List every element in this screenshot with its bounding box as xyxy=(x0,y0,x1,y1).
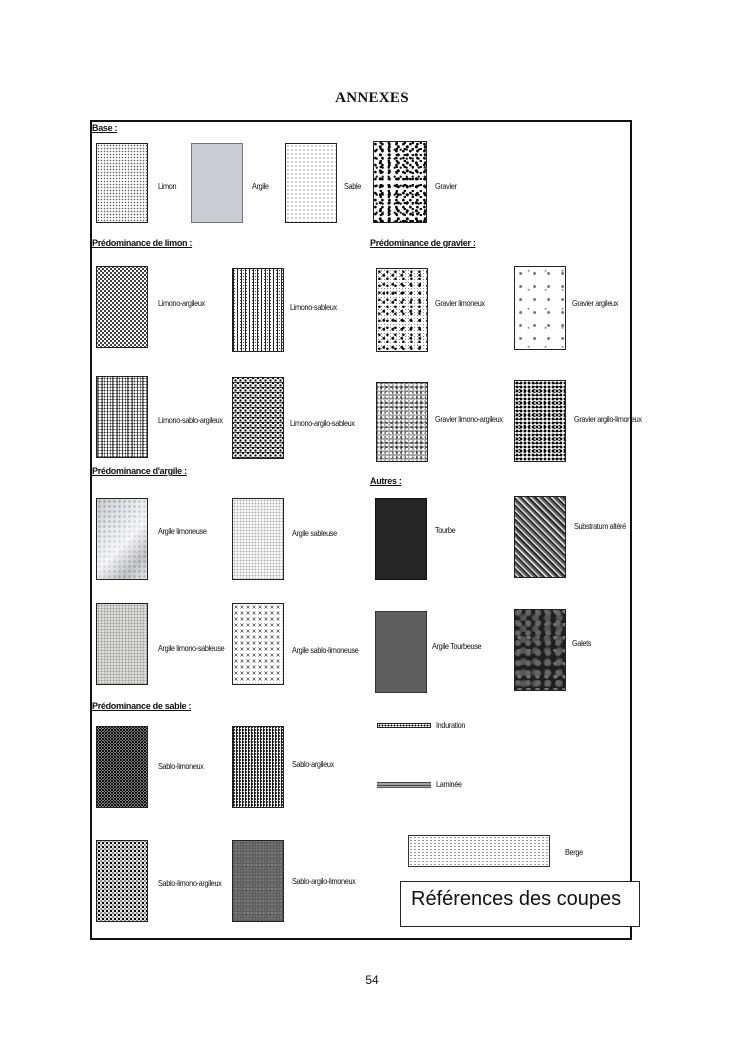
label-limono-argileux: Limono-argileux xyxy=(158,298,205,308)
label-sablo-argilo-limoneux: Sablo-argilo-limoneux xyxy=(292,876,356,886)
label-gravier-argilo-limoneux: Gravier argilo-limoneux xyxy=(574,414,642,424)
label-argile-limono-sableuse: Argile limono-sableuse xyxy=(158,643,225,653)
swatch-argile-limoneuse xyxy=(96,498,148,580)
swatch-gravier-argilo-limoneux xyxy=(514,380,566,462)
label-limono-sablo-argileux: Limono-sablo-argileux xyxy=(158,415,223,425)
swatch-sablo-limono-argileux xyxy=(96,840,148,922)
label-sablo-limono-argileux: Sablo-limono-argileux xyxy=(158,878,222,888)
label-gravier: Gravier xyxy=(435,181,457,191)
swatch-limono-sableux xyxy=(232,268,284,352)
page-title: ANNEXES xyxy=(335,90,409,106)
label-limono-sableux: Limono-sableux xyxy=(290,302,337,312)
swatch-gravier-limono-argileux xyxy=(376,382,428,462)
label-laminee: Laminée xyxy=(436,779,462,789)
label-sablo-limoneux: Sablo-limoneux xyxy=(158,761,204,771)
swatch-gravier-argileux xyxy=(514,266,566,350)
label-sablo-argileux: Sablo-argileux xyxy=(292,759,334,769)
label-argile-sableuse: Argile sableuse xyxy=(292,528,337,538)
label-gravier-limono-argileux: Gravier limono-argileux xyxy=(435,414,503,424)
label-substratum-altere: Substratum altéré xyxy=(574,521,626,531)
swatch-argile-sableuse xyxy=(232,498,284,580)
section-autres: Autres : xyxy=(370,476,402,486)
label-tourbe: Tourbe xyxy=(435,525,456,535)
swatch-galets xyxy=(514,609,566,691)
label-limono-argilo-sableux: Limono-argilo-sableux xyxy=(290,418,355,428)
swatch-limono-sablo-argileux xyxy=(96,376,148,458)
swatch-limono-argileux xyxy=(96,266,148,348)
label-sable: Sable xyxy=(344,181,361,191)
section-limon: Prédominance de limon : xyxy=(92,238,193,248)
section-argile: Prédominance d'argile : xyxy=(92,466,187,476)
label-gravier-limoneux: Gravier limoneux xyxy=(435,298,485,308)
reference-box: Références des coupes xyxy=(400,881,640,927)
label-berge: Berge xyxy=(565,847,583,857)
label-induration: Induration xyxy=(436,720,466,730)
label-gravier-argileux: Gravier argileux xyxy=(572,298,619,308)
swatch-argile xyxy=(191,143,243,223)
swatch-argile-tourbeuse xyxy=(375,611,427,693)
label-argile-tourbeuse: Argile Tourbeuse xyxy=(432,641,482,651)
swatch-gravier xyxy=(373,141,427,223)
swatch-tourbe xyxy=(375,498,427,580)
page-number: 54 xyxy=(365,973,379,987)
swatch-argile-limono-sableuse xyxy=(96,603,148,685)
label-argile-limoneuse: Argile limoneuse xyxy=(158,526,207,536)
section-gravier: Prédominance de gravier : xyxy=(370,238,476,248)
section-sable: Prédominance de sable : xyxy=(92,701,192,711)
swatch-limono-argilo-sableux xyxy=(232,377,284,459)
swatch-laminee xyxy=(377,782,431,788)
swatch-sable xyxy=(285,143,337,223)
label-limon: Limon xyxy=(158,181,177,191)
label-argile: Argile xyxy=(252,181,269,191)
swatch-gravier-limoneux xyxy=(376,268,428,352)
swatch-argile-sablo-limoneuse xyxy=(232,603,284,685)
swatch-sablo-argilo-limoneux xyxy=(232,840,284,922)
section-base: Base : xyxy=(92,123,118,133)
swatch-substratum-altere xyxy=(514,496,566,578)
swatch-sablo-argileux xyxy=(232,726,284,808)
swatch-induration xyxy=(377,723,431,728)
label-argile-sablo-limoneuse: Argile sablo-limoneuse xyxy=(292,645,359,655)
swatch-sablo-limoneux xyxy=(96,726,148,808)
swatch-berge xyxy=(408,835,550,867)
swatch-limon xyxy=(96,143,148,223)
label-galets: Galets xyxy=(572,638,592,648)
